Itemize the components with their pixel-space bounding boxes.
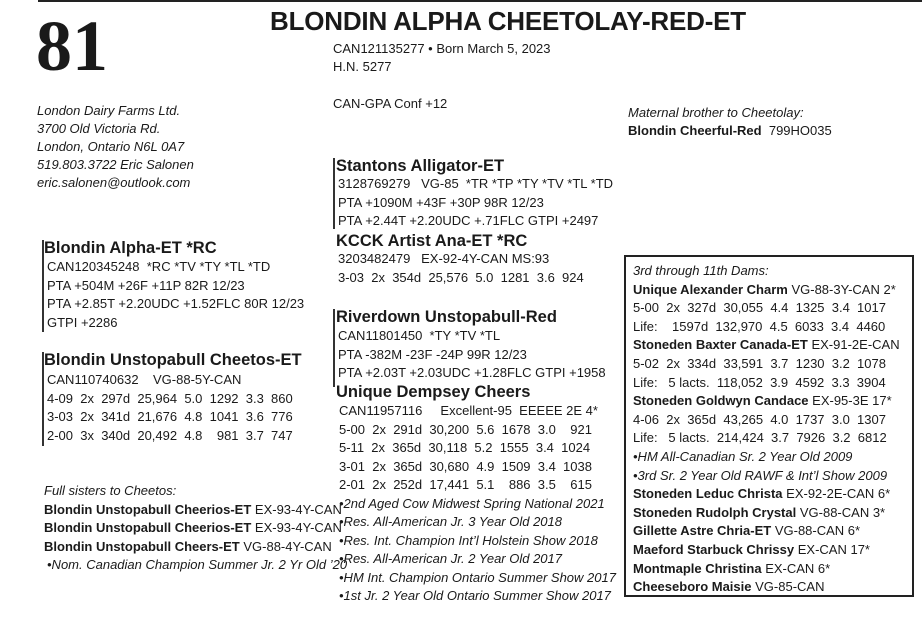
dam-record: 3-03 2x 341d 21,676 4.8 1041 3.6 776: [47, 409, 293, 424]
sire-sire-name: Stantons Alligator-ET: [336, 157, 505, 175]
sire-dam-line: 3203482479 EX-92-4Y-CAN MS:93: [338, 251, 550, 266]
dam-record: 4-09 2x 297d 25,964 5.0 1292 3.3 860: [47, 390, 293, 406]
sire-dam-line: 3-03 2x 354d 25,576 5.0 1281 3.6 924: [338, 269, 584, 285]
sire-line: CAN120345248 *RC *TV *TY *TL *TD: [47, 259, 271, 274]
dam-line: CAN110740632 VG-88-5Y-CAN: [47, 372, 242, 387]
dam-dam-honor: •Res. All-American Jr. 3 Year Old 2018: [339, 514, 562, 529]
dam-sire-line: PTA +2.03T +2.03UDC +1.28FLC GTPI +1958: [338, 365, 606, 380]
dam-entry-lifetime: Life: 1597d 132,970 4.5 6033 3.4 4460: [633, 318, 886, 334]
dam-entry-name: Cheeseboro Maisie: [633, 579, 752, 595]
consignor-email: eric.salonen@outlook.com: [37, 175, 191, 190]
dam-entry-score: VG-88-CAN 6*: [774, 523, 861, 539]
conformation-score: CAN-GPA Conf +12: [333, 96, 448, 111]
top-rule: [38, 0, 922, 2]
dam-entry-record: 4-06 2x 365d 43,265 4.0 1737 3.0 1307: [633, 411, 886, 427]
dam-entry-lifetime: Life: 5 lacts. 214,424 3.7 7926 3.2 6812: [633, 430, 887, 446]
dam-dam-record: 5-00 2x 291d 30,200 5.6 1678 3.0 921: [339, 421, 592, 437]
maternal-brother-label: Maternal brother to Cheetolay:: [628, 105, 804, 120]
dam-sire-line: PTA -382M -23F -24P 99R 12/23: [338, 346, 527, 362]
sire-name: Blondin Alpha-ET *RC: [44, 239, 217, 257]
dam-entry-note: •3rd Sr. 2 Year Old RAWF & Int’l Show 2009: [633, 467, 888, 483]
consignor-line: London Dairy Farms Ltd.: [37, 103, 181, 118]
dam-entry-name: Stoneden Baxter Canada-ET: [633, 337, 808, 353]
lot-number: 81: [36, 6, 108, 86]
registration-line: CAN121135277 • Born March 5, 2023: [333, 41, 551, 56]
sister-score: EX-93-4Y-CAN: [254, 520, 342, 535]
sire-sire-line: 3128769279 VG-85 *TR *TP *TY *TV *TL *TD: [338, 176, 614, 191]
full-sisters-label: Full sisters to Cheetos:: [44, 483, 177, 498]
dam-sire-line: CAN11801450 *TY *TV *TL: [338, 328, 501, 343]
consignor-line: 3700 Old Victoria Rd.: [37, 121, 161, 136]
dam-entry-lifetime: Life: 5 lacts. 118,052 3.9 4592 3.3 3904: [633, 374, 886, 390]
dam-dam-honor: •1st Jr. 2 Year Old Ontario Summer Show 2017: [339, 588, 611, 603]
consignor-block: [37, 102, 194, 192]
dam-entry-score: EX-95-3E 17*: [812, 393, 892, 409]
dam-sire-info: [338, 327, 606, 383]
sire-sire-line: PTA +2.44T +2.20UDC +.71FLC GTPI +2497: [338, 213, 599, 228]
dam-entry-name: Stoneden Rudolph Crystal: [633, 504, 797, 520]
pedigree-bracket: [333, 158, 335, 229]
dam-entry-note: •HM All-Canadian Sr. 2 Year Old 2009: [633, 448, 853, 464]
dam-entry-name: Unique Alexander Charm: [633, 281, 788, 297]
dam-dam-info: [339, 402, 616, 606]
dam-dam-honor: •Res. Int. Champion Int’l Holstein Show 2018: [339, 532, 598, 548]
sire-line: GTPI +2286: [47, 314, 118, 330]
dams-list: [633, 262, 900, 597]
dam-dam-record: 2-01 2x 252d 17,441 5.1 886 3.5 615: [339, 477, 592, 492]
dam-dam-record: 5-11 2x 365d 30,118 5.2 1555 3.4 1024: [339, 440, 591, 455]
pedigree-bracket: [333, 309, 335, 387]
sister-note: •Nom. Canadian Champion Summer Jr. 2 Yr Old ’20: [47, 557, 348, 572]
dam-dam-honor: •2nd Aged Cow Midwest Spring National 2021: [339, 495, 605, 511]
dam-dam-honor: •HM Int. Champion Ontario Summer Show 2017: [339, 569, 616, 585]
sire-dam-info: [338, 250, 584, 287]
sire-sire-info: [338, 175, 613, 231]
dam-dam-line: CAN11957116 Excellent-95 EEEEE 2E 4*: [339, 403, 598, 418]
sire-dam-name: KCCK Artist Ana-ET *RC: [336, 232, 528, 250]
sister-name: Blondin Unstopabull Cheers-ET: [44, 538, 240, 554]
sire-line: PTA +504M +26F +11P 82R 12/23: [47, 277, 245, 293]
dam-entry-name: Gillette Astre Chria-ET: [633, 523, 772, 539]
sister-name: Blondin Unstopabull Cheerios-ET: [44, 520, 252, 535]
maternal-brother-block: [628, 104, 832, 140]
dams-box-label: 3rd through 11th Dams:: [633, 263, 769, 278]
dam-sire-name: Riverdown Unstopabull-Red: [336, 308, 557, 326]
full-sisters-block: [44, 482, 347, 575]
sister-name: Blondin Unstopabull Cheerios-ET: [44, 501, 252, 517]
dam-dam-honor: •Res. All-American Jr. 2 Year Old 2017: [339, 551, 562, 566]
dam-entry-score: VG-88-CAN 3*: [799, 504, 886, 520]
dam-entry-score: VG-88-3Y-CAN 2*: [791, 281, 896, 297]
sister-score: EX-93-4Y-CAN: [254, 501, 342, 517]
sire-sire-line: PTA +1090M +43F +30P 98R 12/23: [338, 194, 544, 210]
herd-number: H.N. 5277: [333, 59, 392, 74]
dam-dam-record: 3-01 2x 365d 30,680 4.9 1509 3.4 1038: [339, 458, 592, 474]
dam-name: Blondin Unstopabull Cheetos-ET: [44, 351, 302, 369]
dam-entry-score: EX-CAN 6*: [765, 560, 831, 576]
dam-dam-name: Unique Dempsey Cheers: [336, 383, 531, 401]
dams-box: [624, 255, 914, 597]
sire-info: [47, 258, 304, 332]
consignor-line: 519.803.3722 Eric Salonen: [37, 157, 194, 172]
maternal-brother-code: 799HO035: [768, 123, 832, 138]
dam-entry-record: 5-02 2x 334d 33,591 3.7 1230 3.2 1078: [633, 355, 886, 371]
consignor-line: London, Ontario N6L 0A7: [37, 139, 185, 154]
dam-record: 2-00 3x 340d 20,492 4.8 981 3.7 747: [47, 427, 293, 443]
sister-score: VG-88-4Y-CAN: [243, 538, 332, 554]
dam-info: [47, 371, 293, 445]
dam-entry-score: EX-91-2E-CAN: [811, 337, 900, 353]
dam-entry-score: EX-CAN 17*: [797, 541, 870, 557]
dam-entry-score: VG-85-CAN: [755, 579, 825, 595]
dam-entry-name: Maeford Starbuck Chrissy: [633, 541, 795, 557]
sire-line: PTA +2.85T +2.20UDC +1.52FLC 80R 12/23: [47, 296, 305, 311]
maternal-brother-name: Blondin Cheerful-Red: [628, 123, 762, 138]
dam-entry-name: Montmaple Christina: [633, 560, 762, 576]
dam-entry-name: Stoneden Leduc Christa: [633, 486, 783, 502]
animal-title: BLONDIN ALPHA CHEETOLAY-RED-ET: [270, 6, 746, 36]
dam-entry-record: 5-00 2x 327d 30,055 4.4 1325 3.4 1017: [633, 300, 886, 316]
dam-entry-score: EX-92-2E-CAN 6*: [786, 486, 891, 502]
dam-entry-name: Stoneden Goldwyn Candace: [633, 393, 809, 409]
